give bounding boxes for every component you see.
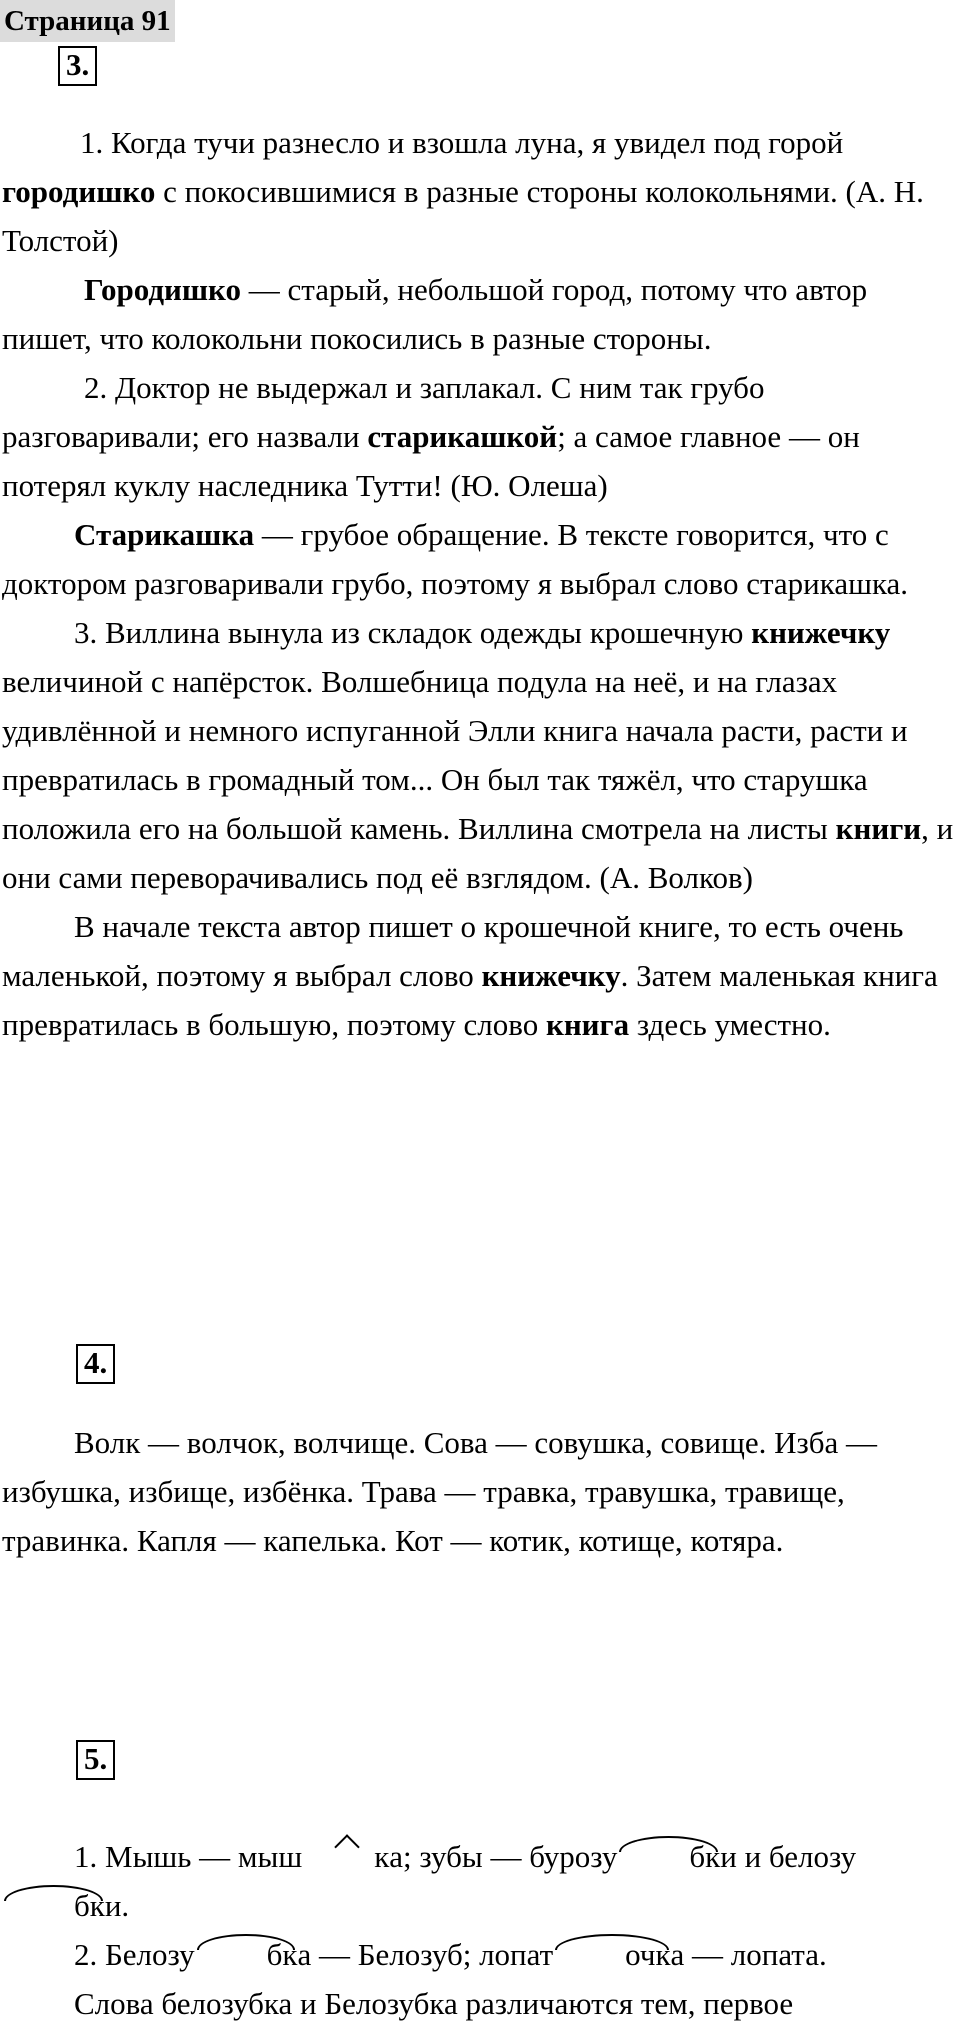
suffix-mark: к xyxy=(302,1832,389,1881)
task-3-sentence-3: 3. Виллина вынула из складок одежды крошечную книжечку величиной с напёрсток. Волшебница подула на неё, и на глазах удивлённой и немного испуганной Элли книга начала расти, расти и превратилась в громадный том... Он был так тяжёл, что старушка положила его на большой камень. Виллина смотрела на листы книги, и они сами переворачивались под её взглядом. (А. Волков) xyxy=(2,615,954,895)
task-3-sentence-2: 2. Доктор не выдержал и заплакал. С ним так грубо разговаривали; его назвали старикашкой; а самое главное — он потерял куклу наследника Тутти! (Ю. Олеша) xyxy=(2,370,860,503)
highlighted-word: книжечку xyxy=(481,958,621,993)
task-4-body xyxy=(2,1418,956,1565)
task-3-explanation-3: В начале текста автор пишет о крошечной книге, то есть очень маленькой, поэтому я выбрал слово книжечку. Затем маленькая книга превратилась в большую, поэтому слово книга здесь уместно. xyxy=(2,909,938,1042)
highlighted-word: книжечку xyxy=(751,615,891,650)
highlighted-word: Старикашка xyxy=(74,517,255,552)
task-5-body xyxy=(2,1832,956,2028)
highlighted-word: старикашкой xyxy=(367,419,558,454)
task-5-line-1: 1. Мышь — мыш ка; зубы — бурозу бки и белозубки. xyxy=(2,1832,956,1930)
task-3-number: 3. xyxy=(58,46,97,86)
task-3-explanation-1: Городишко — старый, небольшой город, потому что автор пишет, что колокольни покосились в разные стороны. xyxy=(2,272,868,356)
suffix-mark: бк xyxy=(617,1832,720,1881)
task-4-text: Волк — волчок, волчище. Сова — совушка, совище. Изба — избушка, избище, избёнка. Трава — травка, травушка, травище, травинка. Капля — капелька. Кот — котик, котище, котяра. xyxy=(2,1425,877,1558)
suffix-mark: бк xyxy=(195,1930,298,1979)
task-3-sentence-1: 1. Когда тучи разнесло и взошла луна, я увидел под горой городишко с покосившимися в разные стороны колокольнями. (А. Н. Толстой) xyxy=(2,125,924,258)
task-5-line-2: 2. Белозу бка — Белозуб; лопат очка — лопата. xyxy=(2,1930,956,1979)
task-5-number: 5. xyxy=(76,1740,115,1780)
page-number-label: Страница 91 xyxy=(0,0,175,42)
highlighted-word: книги xyxy=(835,811,922,846)
suffix-mark: очк xyxy=(553,1930,670,1979)
highlighted-word: книга xyxy=(545,1007,630,1042)
task-3-body xyxy=(2,118,956,1049)
task-5-line-3: Слова белозубка и Белозубка различаются тем, первое xyxy=(74,1986,794,2021)
suffix-mark: бк xyxy=(2,1881,105,1930)
highlighted-word: Городишко xyxy=(84,272,242,307)
task-3-explanation-2: Старикашка — грубое обращение. В тексте говорится, что с доктором разговаривали грубо, поэтому я выбрал слово старикашка. xyxy=(2,517,909,601)
highlighted-word: городишко xyxy=(2,174,156,209)
task-4-number: 4. xyxy=(76,1344,115,1384)
